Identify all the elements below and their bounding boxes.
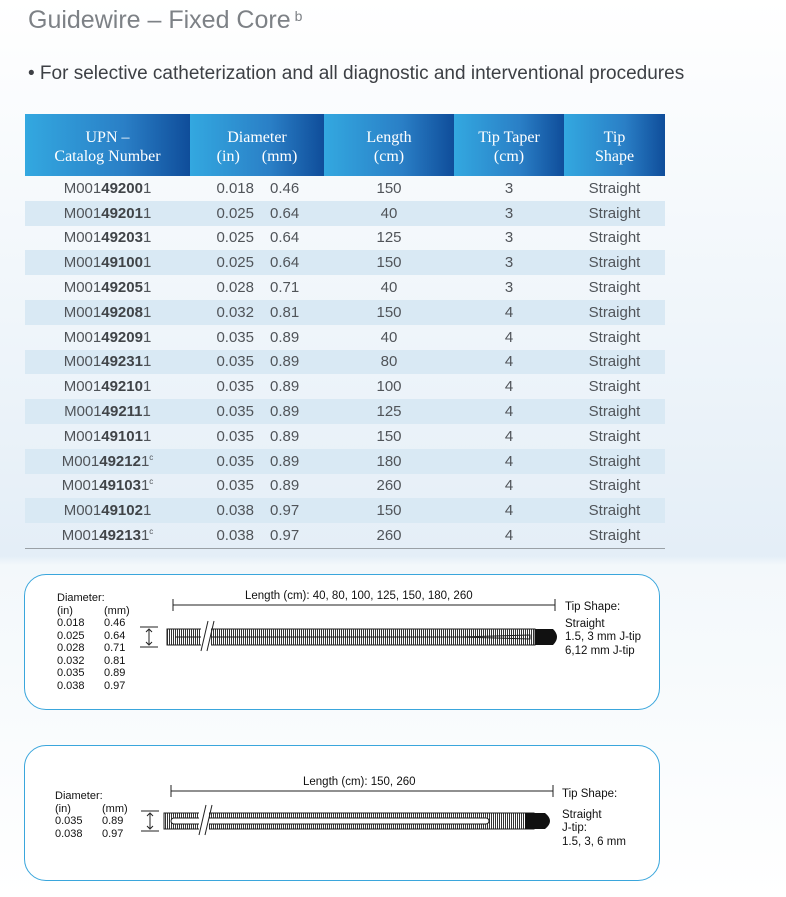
header-length: Length (cm): [324, 114, 454, 176]
diameter-mm: 0.71: [270, 279, 300, 297]
diameter-in: 0.025: [190, 250, 262, 275]
catalog-number: M001492121$^c$: [25, 449, 190, 474]
header-diameter: Diameter (in) (mm): [190, 114, 324, 176]
tip-taper-cell: 4: [454, 399, 564, 424]
tip-taper-cell: 4: [454, 300, 564, 325]
diagram-panel-1: [24, 574, 660, 710]
diameter-row: 0.028 0.71: [57, 642, 126, 654]
diameter-row: 0.018 0.46: [57, 617, 126, 629]
diameter-in: 0.035: [190, 449, 262, 474]
catalog-number: M001492081: [25, 300, 190, 325]
diameter-in: 0.035: [190, 350, 262, 375]
header-catalog: UPN – Catalog Number: [25, 114, 190, 176]
length-cell: 150: [376, 427, 402, 445]
diameter-mm: 0.89: [270, 427, 300, 445]
catalog-number: M001491011: [63, 427, 152, 445]
tip-shape-list-2: Tip Shape: Straight J-tip: 1.5, 3, 6 mm: [562, 788, 626, 848]
catalog-number: M001492031: [63, 229, 152, 247]
diameter-in: 0.035: [216, 477, 254, 495]
tip-taper-cell: 4: [504, 427, 514, 445]
length-cell: 100: [376, 378, 402, 396]
length-cell: 125: [324, 399, 454, 424]
table-row: [25, 523, 665, 548]
tip-shape-cell: Straight: [564, 498, 665, 523]
header-tip-taper: Tip Taper (cm): [454, 114, 564, 176]
tip-taper-cell: 4: [454, 350, 564, 375]
tip-taper-cell: 4: [454, 449, 564, 474]
catalog-number: M001492131$^c$: [25, 523, 190, 548]
tip-taper-cell: 4: [504, 328, 514, 346]
length-label-1: Length (cm): 40, 80, 100, 125, 150, 180, 260: [245, 590, 473, 602]
diameter-mm: 0.89: [270, 328, 300, 346]
diameter-row: 0.035 0.89: [55, 815, 124, 827]
catalog-number: M001492011: [25, 201, 190, 226]
tip-taper-cell: 3: [454, 250, 564, 275]
length-cell: 150: [324, 498, 454, 523]
diameter-in: 0.038: [190, 498, 262, 523]
page-subtitle: • For selective catheterization and all diagnostic and interventional procedures: [28, 63, 685, 84]
diameter-list-2: Diameter: (in) (mm) 0.035 0.89 0.038 0.97: [55, 790, 128, 840]
tip-shape-cell: Straight: [564, 399, 665, 424]
catalog-number: M001492111: [25, 399, 190, 424]
tip-shape-cell: Straight: [588, 477, 641, 495]
tip-shape-list-1: Tip Shape: Straight 1.5, 3 mm J-tip 6,12 mm J-tip: [565, 601, 642, 657]
tip-shape-cell: Straight: [564, 300, 665, 325]
diameter-mm: 0.89: [270, 378, 300, 396]
catalog-number: M001491001: [25, 250, 190, 275]
diameter-in: 0.032: [190, 300, 262, 325]
page-title: Guidewire – Fixed Core $^b$: [28, 6, 303, 34]
diameter-mm: 0.89: [270, 477, 300, 495]
table-row: [25, 250, 665, 275]
diameter-in: 0.035: [216, 378, 254, 396]
length-cell: 80: [324, 350, 454, 375]
tip-taper-cell: 3: [504, 279, 514, 297]
diameter-mm: 0.81: [262, 300, 324, 325]
tip-shape-cell: Straight: [588, 328, 641, 346]
title-footnote: b: [294, 8, 303, 24]
diameter-row: 0.038 0.97: [57, 679, 126, 692]
spec-table: [25, 114, 665, 549]
guidewire-drawing-1: [25, 575, 661, 711]
diameter-in: 0.028: [216, 279, 254, 297]
tip-shape-cell: Straight: [588, 427, 641, 445]
diameter-row: 0.025 0.64: [57, 629, 126, 642]
tip-taper-cell: 4: [454, 523, 564, 548]
diameter-mm: 0.64: [270, 229, 300, 247]
diameter-in: 0.035: [216, 328, 254, 346]
length-cell: 125: [376, 229, 402, 247]
tip-taper-cell: 3: [504, 229, 514, 247]
length-cell: 180: [324, 449, 454, 474]
catalog-number: M001492001: [63, 179, 152, 197]
table-row: [25, 474, 665, 499]
diameter-row: 0.035 0.89: [57, 667, 126, 679]
catalog-number: M001492051: [63, 279, 152, 297]
tip-shape-cell: Straight: [564, 250, 665, 275]
diameter-mm: 0.64: [262, 250, 324, 275]
tip-taper-cell: 3: [454, 201, 564, 226]
length-cell: 40: [380, 279, 398, 297]
diameter-mm: 0.89: [262, 399, 324, 424]
tip-shape-cell: Straight: [588, 179, 641, 197]
tip-taper-cell: 4: [454, 498, 564, 523]
length-cell: 150: [376, 179, 402, 197]
tip-shape-cell: Straight: [564, 523, 665, 548]
table-row: [25, 399, 665, 424]
tip-shape-cell: Straight: [588, 229, 641, 247]
guidewire-drawing-2: [25, 746, 661, 882]
table-row: [25, 275, 665, 300]
diameter-in: 0.018: [216, 179, 254, 197]
diagram-panel-2: [24, 745, 660, 881]
length-cell: 40: [380, 328, 398, 346]
tip-shape-cell: Straight: [588, 378, 641, 396]
diameter-mm: 0.89: [262, 449, 324, 474]
length-cell: 260: [376, 477, 402, 495]
diameter-row: 0.038 0.97: [55, 827, 124, 840]
table-row: [25, 201, 665, 226]
catalog-number: M001492091: [63, 328, 152, 346]
diameter-mm: 0.64: [262, 201, 324, 226]
tip-shape-cell: Straight: [588, 279, 641, 297]
length-cell: 150: [324, 250, 454, 275]
table-row: [25, 424, 665, 449]
diameter-mm: 0.97: [262, 523, 324, 548]
diameter-in: 0.025: [216, 229, 254, 247]
catalog-number: M001491031$^c$: [61, 477, 154, 495]
table-row: [25, 226, 665, 251]
tip-shape-cell: Straight: [564, 449, 665, 474]
table-row: [25, 374, 665, 399]
length-cell: 260: [324, 523, 454, 548]
tip-taper-cell: 3: [504, 179, 514, 197]
catalog-number: M001492311: [25, 350, 190, 375]
tip-shape-cell: Straight: [564, 201, 665, 226]
diameter-mm: 0.46: [270, 179, 300, 197]
diameter-list-1: Diameter: (in) (mm) 0.018 0.46 0.025 0.64 0.028 0.71 0.032 0.81 0.035 0.89 0.038 0.97: [57, 592, 130, 692]
diameter-mm: 0.89: [262, 350, 324, 375]
table-header-row: [25, 114, 665, 176]
length-cell: 150: [324, 300, 454, 325]
tip-shape-cell: Straight: [564, 350, 665, 375]
table-row: [25, 350, 665, 375]
diameter-in: 0.025: [190, 201, 262, 226]
catalog-number: M001492101: [63, 378, 152, 396]
diameter-mm: 0.97: [262, 498, 324, 523]
table-row: [25, 498, 665, 523]
table-row: [25, 300, 665, 325]
length-cell: 40: [324, 201, 454, 226]
length-label-2: Length (cm): 150, 260: [303, 776, 416, 788]
table-row: [25, 176, 665, 201]
tip-taper-cell: 4: [504, 477, 514, 495]
table-row: [25, 449, 665, 474]
diameter-in: 0.038: [190, 523, 262, 548]
tip-taper-cell: 4: [504, 378, 514, 396]
table-row: [25, 325, 665, 350]
header-tip-shape: Tip Shape: [564, 114, 665, 176]
catalog-number: M001491021: [25, 498, 190, 523]
diameter-row: 0.032 0.81: [57, 654, 126, 667]
diameter-in: 0.035: [190, 399, 262, 424]
diameter-in: 0.035: [216, 427, 254, 445]
